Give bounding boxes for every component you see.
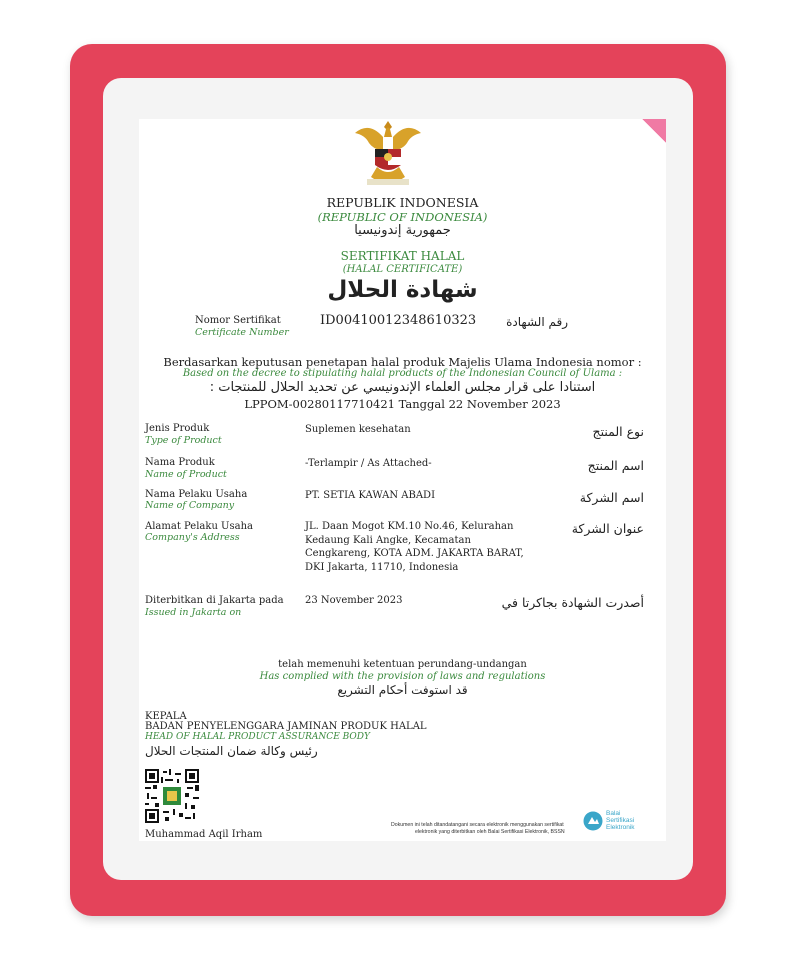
signatory-title: KEPALA: [145, 711, 187, 722]
certificate-number-label: Nomor Sertifikat: [195, 315, 281, 326]
certificate-number-label-en: Certificate Number: [195, 327, 289, 338]
field-label-company: Nama Pelaku Usaha: [145, 489, 248, 500]
certificate-frame: [70, 44, 726, 916]
signatory-title-en: HEAD OF HALAL PRODUCT ASSURANCE BODY: [145, 732, 370, 742]
field-label-product-en: Name of Product: [145, 469, 227, 480]
bse-logo-text: Balai Sertifikasi Elektronik: [606, 810, 635, 831]
field-label-issued: Diterbitkan di Jakarta pada: [145, 595, 284, 606]
signatory-name: Muhammad Aqil Irham: [145, 829, 263, 840]
page-corner-fold: [642, 119, 666, 143]
bse-logo-icon: [583, 811, 603, 831]
esign-note-line1: Dokumen ini telah ditandatangani secara elektronik menggunakan sertifikat: [391, 822, 564, 828]
compliance-text-en: Has complied with the provision of laws and regulations: [259, 671, 546, 682]
field-value-product: -Terlampir / As Attached-: [305, 458, 432, 469]
field-label-company-ar: اسم الشركة: [579, 490, 644, 505]
field-value-address: JL. Daan Mogot KM.10 No.46, Kelurahan Kedaung Kali Angke, Kecamatan Cengkareng, KOTA ADM. JAKARTA BARAT, DKI Jakarta, 11710, Indonesia: [305, 521, 524, 573]
field-label-address-en: Company's Address: [145, 532, 240, 543]
esign-note-line2: elektronik yang diterbitkan oleh Balai Sertifikasi Elektronik, BSSN: [415, 829, 565, 835]
field-label-product: Nama Produk: [145, 457, 215, 468]
signatory-title-ar: رئيس وكالة ضمان المنتجات الحلال: [145, 744, 318, 758]
field-label-type-en: Type of Product: [145, 435, 222, 446]
field-label-address-ar: عنوان الشركة: [571, 521, 644, 536]
field-label-type: Jenis Produk: [145, 423, 210, 434]
signatory-agency: BADAN PENYELENGGARA JAMINAN PRODUK HALAL: [145, 721, 427, 732]
compliance-text-id: telah memenuhi ketentuan perundang-undangan: [278, 659, 527, 670]
field-label-type-ar: نوع المنتج: [592, 424, 644, 439]
field-label-product-ar: اسم المنتج: [587, 458, 644, 473]
field-value-issued: 23 November 2023: [305, 595, 403, 606]
field-value-company: PT. SETIA KAWAN ABADI: [305, 490, 436, 501]
certificate-title-id: SERTIFIKAT HALAL: [340, 249, 465, 263]
field-label-issued-en: Issued in Jakarta on: [145, 607, 242, 618]
country-name-ar: جمهورية إندونيسيا: [354, 223, 451, 238]
decree-text-en: Based on the decree to stipulating halal products of the Indonesian Council of Ulama :: [182, 368, 623, 379]
field-label-issued-ar: أصدرت الشهادة بجاكرتا في: [501, 595, 644, 610]
field-label-address: Alamat Pelaku Usaha: [145, 521, 253, 532]
decree-reference: LPPOM-00280117710421 Tanggal 22 November 2023: [244, 397, 561, 411]
country-name-en: (REPUBLIC OF INDONESIA): [317, 210, 488, 224]
certificate-document: [139, 119, 666, 841]
certificate-number: ID00410012348610323: [320, 313, 477, 328]
certificate-title-en: (HALAL CERTIFICATE): [342, 264, 463, 275]
decree-text-ar: استنادا على قرار مجلس العلماء الإندونيسي عن تحديد الحلال للمنتجات :: [209, 380, 596, 395]
certificate-card: [103, 78, 693, 880]
field-value-type: Suplemen kesehatan: [305, 424, 411, 435]
compliance-text-ar: قد استوفت أحكام التشريع: [337, 683, 468, 697]
field-label-company-en: Name of Company: [145, 500, 235, 511]
decree-text-id: Berdasarkan keputusan penetapan halal produk Majelis Ulama Indonesia nomor :: [163, 355, 642, 369]
certificate-title-ar: شهادة الحلال: [327, 277, 478, 303]
garuda-emblem-icon: [353, 119, 423, 191]
certificate-number-label-ar: رقم الشهادة: [506, 315, 568, 329]
country-name-id: REPUBLIK INDONESIA: [326, 195, 479, 210]
qr-code-icon: [145, 769, 199, 823]
